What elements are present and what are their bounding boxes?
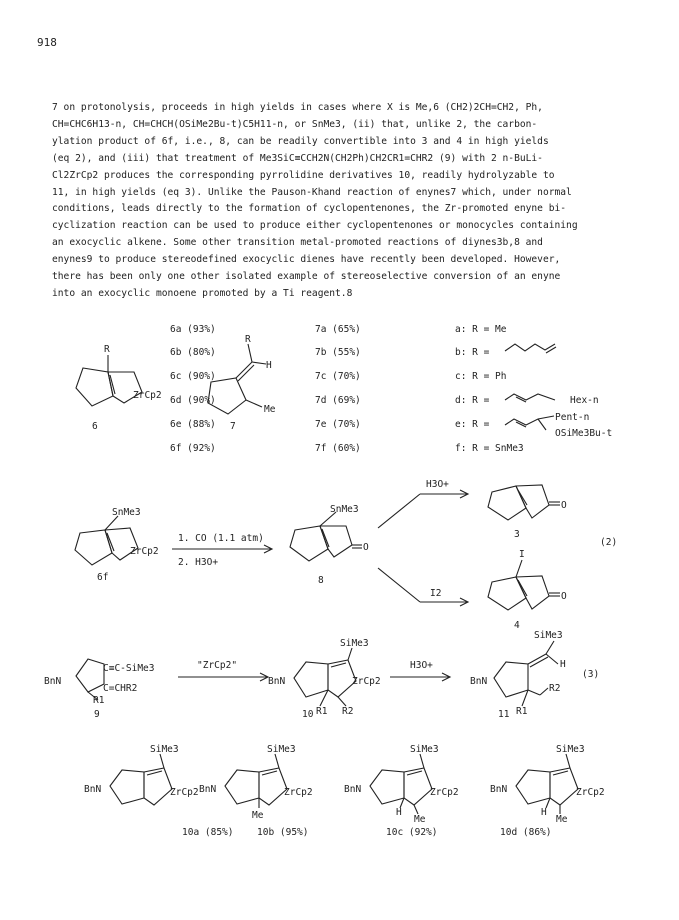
r2-label: R2 <box>342 706 354 717</box>
zrcp2-label: ZrCp2 <box>430 787 459 798</box>
compound-label-11: 11 <box>498 709 510 720</box>
rgroup-f: f: R = SnMe3 <box>455 443 524 454</box>
rgroup-e-silyl: OSiMe3Bu-t <box>555 428 613 439</box>
reagent-co: 1. CO (1.1 atm) <box>178 533 264 544</box>
reagent-zrcp2: "ZrCp2" <box>197 660 238 671</box>
yield-7c: 7c (70%) <box>315 371 361 382</box>
me-label: Me <box>414 814 426 825</box>
yield-6b: 6b (80%) <box>170 347 216 358</box>
r-label: R <box>245 334 251 345</box>
yield-6e: 6e (88%) <box>170 419 216 430</box>
text-line: 11, in high yields (eq 3). Unlike the Pauson-Khand reaction of enynes7 which, under normal <box>52 186 572 198</box>
yield-7e: 7e (70%) <box>315 419 361 430</box>
r1-label: R1 <box>93 695 105 706</box>
h-label: H <box>560 659 566 670</box>
structure-10c <box>370 754 432 814</box>
bnn-label: BnN <box>470 676 488 687</box>
yield-7a: 7a (65%) <box>315 324 361 335</box>
structure-10 <box>294 648 356 706</box>
text-line: there has been only one other isolated example of stereoselective conversion of an enyne <box>52 271 561 283</box>
h-label: H <box>541 807 547 818</box>
equation-number-3: (3) <box>582 669 600 680</box>
compound-label-9: 9 <box>94 709 100 720</box>
r2-label: R2 <box>549 683 561 694</box>
rgroup-c: c: R = Ph <box>455 371 507 382</box>
text-line: conditions, leads directly to the formation of cyclopentenones, the Zr-promoted enyne bi- <box>52 203 567 215</box>
structure-10b <box>225 754 287 808</box>
compound-label-10: 10 <box>302 709 314 720</box>
reagent-h3o: H3O+ <box>426 479 449 490</box>
snme3-label: SnMe3 <box>330 504 359 515</box>
compound-label-3: 3 <box>514 529 520 540</box>
compound-label-6: 6 <box>92 421 98 432</box>
sime3-label: SiMe3 <box>410 744 439 755</box>
rgroup-d: d: R = <box>455 395 490 406</box>
sime3-label: SiMe3 <box>267 744 296 755</box>
zrcp2-label: ZrCp2 <box>133 390 162 401</box>
structure-11 <box>494 641 561 706</box>
text-line: enynes9 to produce stereodefined exocyclic dienes have recently been developed. However, <box>52 254 561 266</box>
rgroup-e: e: R = <box>455 419 490 430</box>
h-label: H <box>266 360 272 371</box>
bnn-label: BnN <box>84 784 102 795</box>
structure-7 <box>208 344 266 414</box>
rgroup-a: a: R = Me <box>455 324 507 335</box>
compound-label-6f: 6f <box>97 572 109 583</box>
text-line: 7 on protonolysis, proceeds in high yields in cases where X is Me,6 (CH2)2CH=CH2, Ph, <box>52 102 543 113</box>
me-label: Me <box>264 404 276 415</box>
zrcp2-label: ZrCp2 <box>284 787 313 798</box>
bnn-label: BnN <box>44 676 62 687</box>
snme3-label: SnMe3 <box>112 507 141 518</box>
yield-10c: 10c (92%) <box>386 827 438 838</box>
sime3-label: SiMe3 <box>556 744 585 755</box>
yield-6f: 6f (92%) <box>170 443 216 454</box>
text-line: ylation product of 6f, i.e., 8, can be readily convertible into 3 and 4 in high yields <box>52 135 549 147</box>
bnn-label: BnN <box>199 784 217 795</box>
r1-label: R1 <box>316 706 328 717</box>
zrcp2-label: ZrCp2 <box>352 676 381 687</box>
bnn-label: BnN <box>268 676 286 687</box>
zrcp2-label: ZrCp2 <box>170 787 199 798</box>
iodine-label: I <box>519 549 525 560</box>
yield-7f: 7f (60%) <box>315 443 361 454</box>
oxygen-label: O <box>363 542 369 553</box>
sime3-label: SiMe3 <box>340 638 369 649</box>
structure-4 <box>488 560 560 610</box>
yield-6d: 6d (90%) <box>170 395 216 406</box>
rgroup-d-hexyl: Hex-n <box>570 395 599 406</box>
yield-10a: 10a (85%) <box>182 827 234 838</box>
yield-10d: 10d (86%) <box>500 827 552 838</box>
yield-6a: 6a (93%) <box>170 324 216 335</box>
r1-label: R1 <box>516 706 528 717</box>
equation-number-2: (2) <box>600 537 618 548</box>
rgroup-b: b: R = <box>455 347 490 358</box>
text-line: (eq 2), and (iii) that treatment of Me3SiC≡CCH2N(CH2Ph)CH2CR1=CHR2 (9) with 2 n-BuLi- <box>52 152 543 164</box>
alkyne-group: C≡C-SiMe3 <box>103 663 155 674</box>
bnn-label: BnN <box>344 784 362 795</box>
text-line: CH=CHC6H13-n, CH=CHCH(OSiMe2Bu-t)C5H11-n, or SnMe3, (ii) that, unlike 2, the carbon- <box>52 118 538 130</box>
me-label: Me <box>556 814 568 825</box>
h-label: H <box>396 807 402 818</box>
yield-6c: 6c (90%) <box>170 371 216 382</box>
structure-9 <box>76 659 104 700</box>
r-label: R <box>104 344 110 355</box>
sime3-label: SiMe3 <box>534 630 563 641</box>
yield-7d: 7d (69%) <box>315 395 361 406</box>
oxygen-label: O <box>561 591 567 602</box>
structure-10a <box>110 754 172 805</box>
yield-7b: 7b (55%) <box>315 347 361 358</box>
compound-label-4: 4 <box>514 620 520 631</box>
compound-label-8: 8 <box>318 575 324 586</box>
zrcp2-label: ZrCp2 <box>130 546 159 557</box>
bnn-label: BnN <box>490 784 508 795</box>
alkene-group: C=CHR2 <box>103 683 138 694</box>
text-line: into an exocyclic monoene promoted by a Ti reagent.8 <box>52 287 353 299</box>
reagent-h3o: 2. H3O+ <box>178 557 219 568</box>
structure-10d <box>516 754 578 814</box>
me-label: Me <box>252 810 264 821</box>
sime3-label: SiMe3 <box>150 744 179 755</box>
zrcp2-label: ZrCp2 <box>576 787 605 798</box>
text-line: cyclization reaction can be used to produce either cyclopentenones or monocycles containing <box>52 220 578 232</box>
text-line: an exocyclic alkene. Some other transition metal-promoted reactions of diynes3b,8 and <box>52 237 543 249</box>
rgroup-e-pentyl: Pent-n <box>555 412 590 423</box>
text-line: Cl2ZrCp2 produces the corresponding pyrrolidine derivatives 10, readily hydrolyzable to <box>52 169 555 181</box>
structure-3 <box>488 485 560 520</box>
reagent-i2: I2 <box>430 588 442 599</box>
structure-6f <box>75 516 138 565</box>
structure-8 <box>290 512 362 561</box>
page-number: 918 <box>37 36 57 49</box>
compound-label-7: 7 <box>230 421 236 432</box>
reagent-h3o: H3O+ <box>410 660 433 671</box>
yield-10b: 10b (95%) <box>257 827 309 838</box>
oxygen-label: O <box>561 500 567 511</box>
